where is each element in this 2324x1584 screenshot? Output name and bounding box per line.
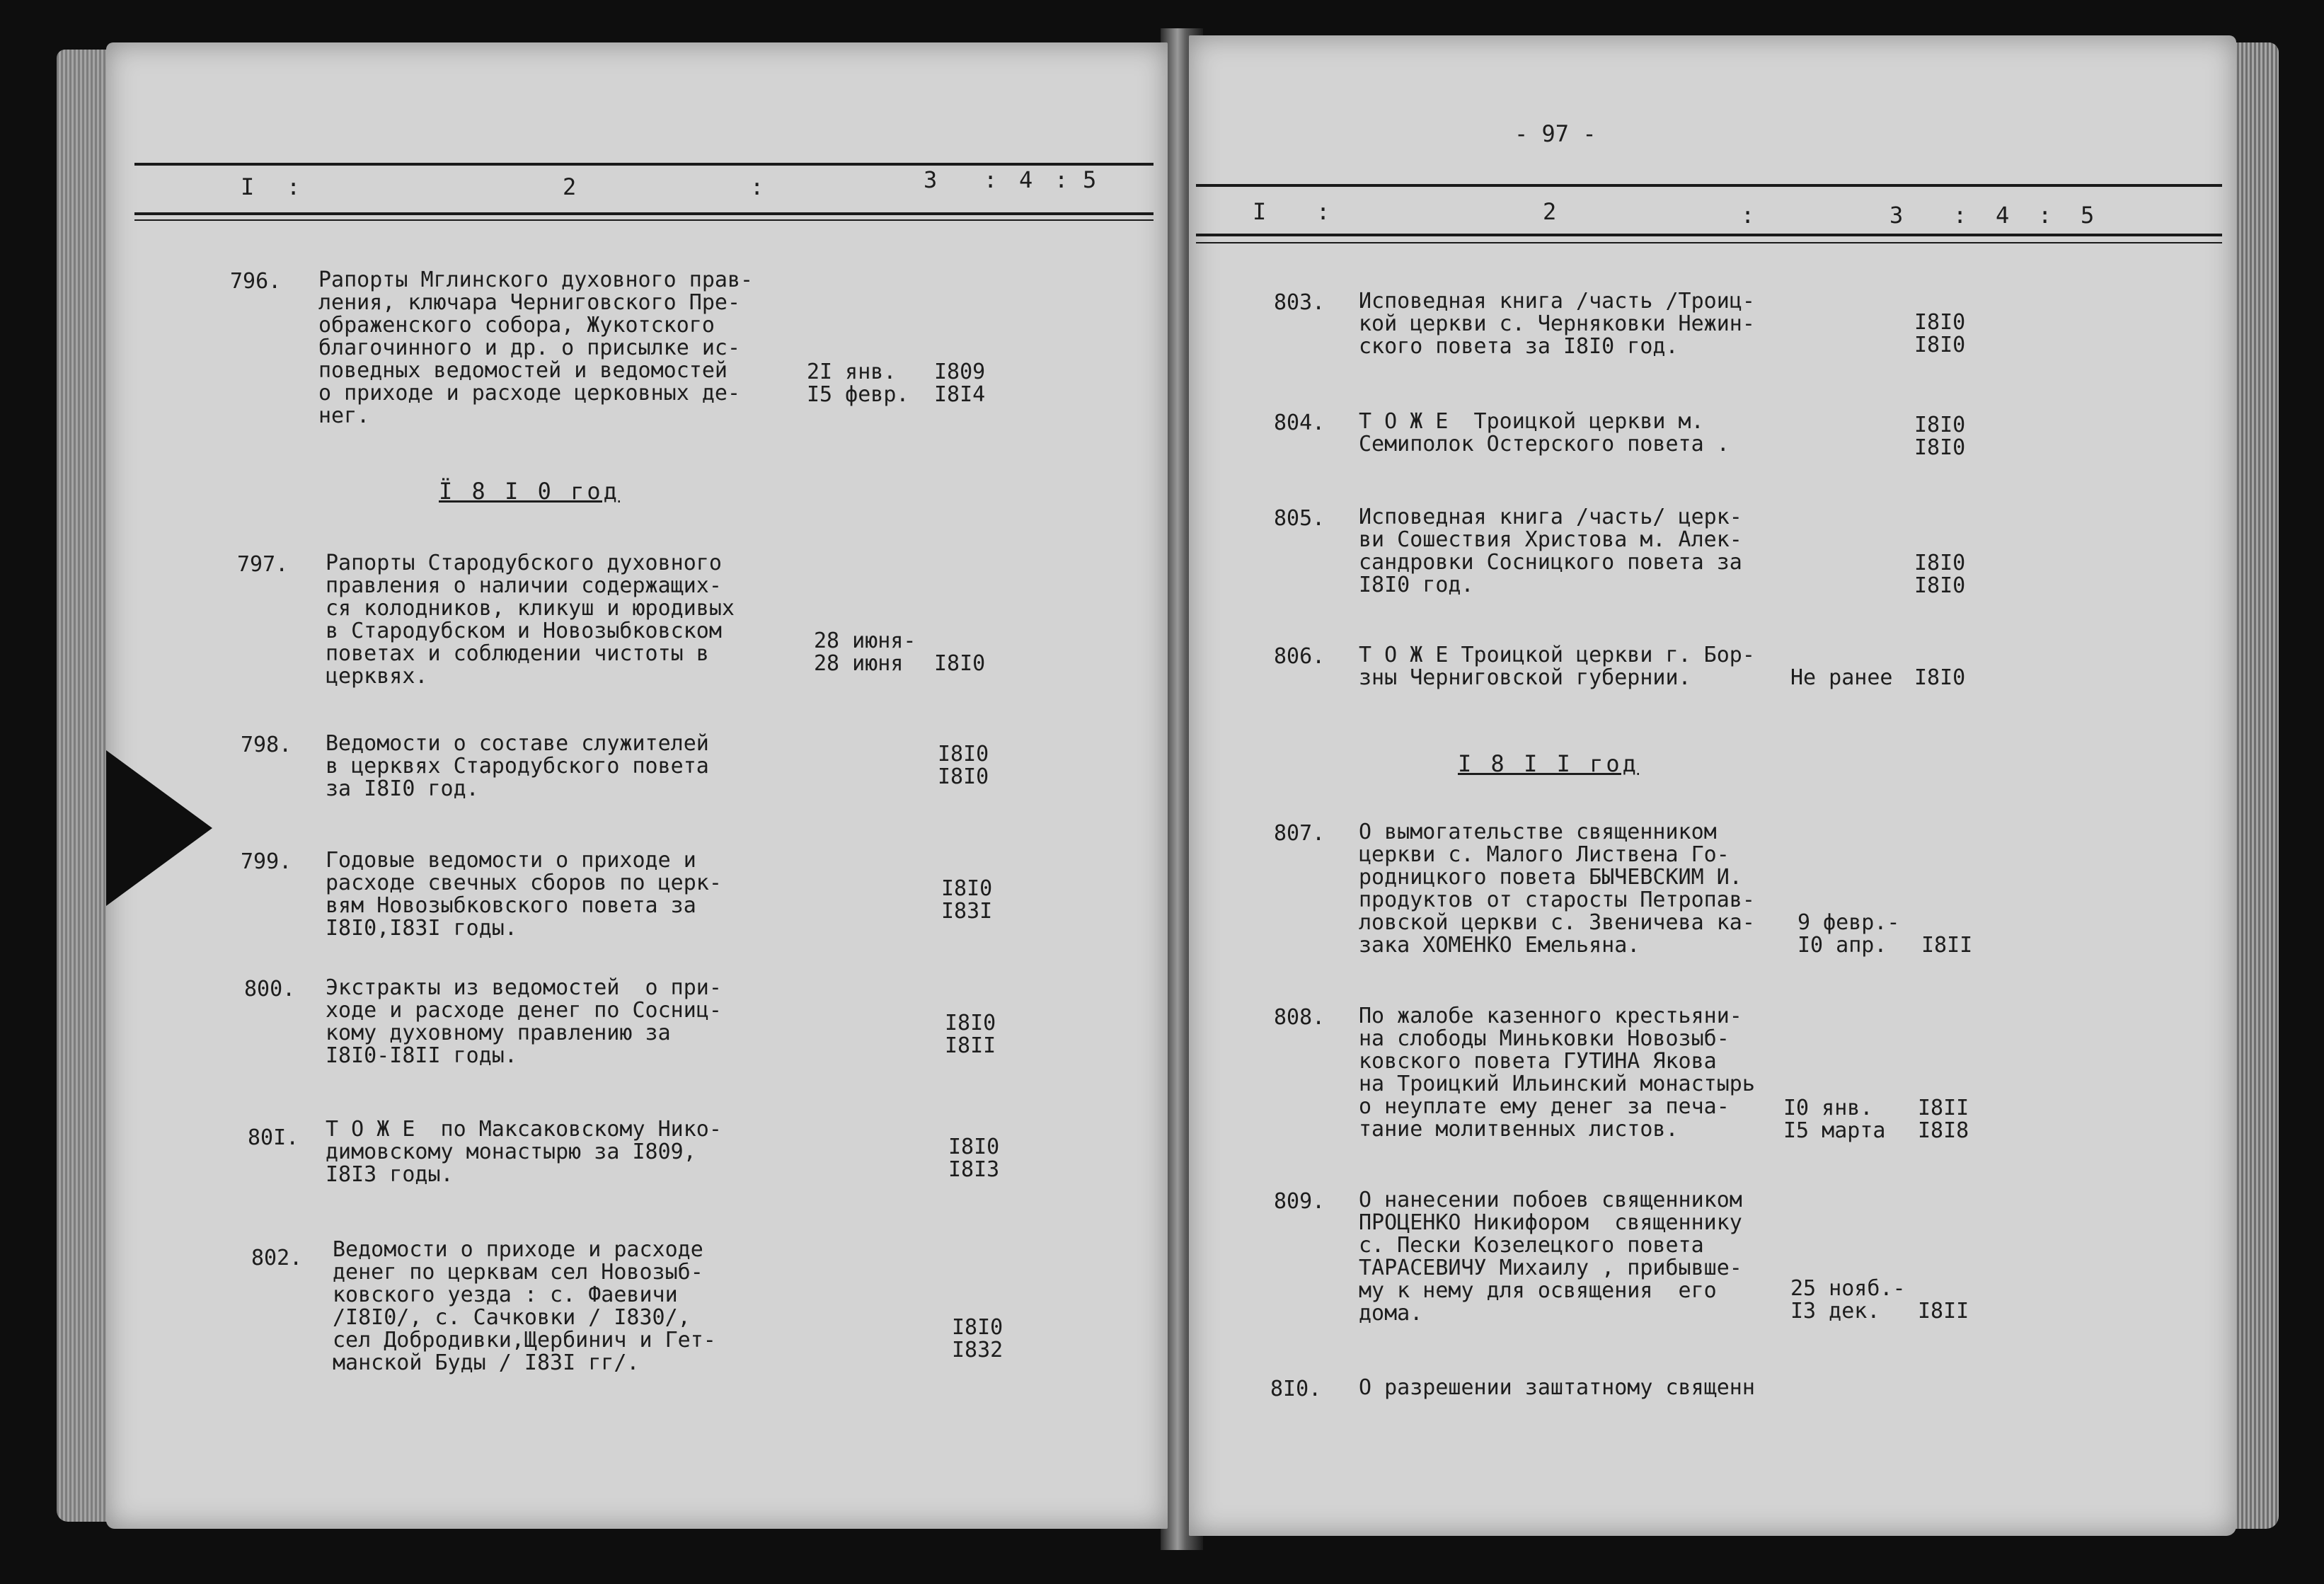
column-header-4: 4 [1996,202,2010,229]
entry-years: I8I0 I8II [945,1011,996,1058]
entry-number: 808. [1274,1005,1325,1030]
year-heading: I 8 I I год [1458,750,1639,777]
entry-text: Исповедная книга /часть/ церк- ви Сошествия Христова м. Алек- сандровки Сосницкого повета за I8I0 год. [1359,505,1742,597]
entry-text: Ведомости о составе служителей в церквях Стародубского повета за I8I0 год. [326,731,709,801]
entry-number: 802. [251,1246,303,1270]
entry-years: I8I0 I832 [952,1315,1003,1362]
entry-text: Исповедная книга /часть /Троиц- кой церкви с. Черняковки Нежин- ского повета за I8I0 год. [1359,289,1755,359]
entry-text: Годовые ведомости о приходе и расходе свечных сборов по церк- вям Новозыбковского повета за I8I0,I83I годы. [326,848,722,941]
entry-text: О разрешении заштатному священн [1359,1375,1755,1400]
entry-dates: 9 февр.- I0 апр. [1797,910,1900,958]
entry-number: 805. [1274,506,1325,531]
column-header-3: 3 [1889,202,1904,229]
page-number: - 97 - [1514,120,1597,147]
entry-number: 806. [1274,644,1325,669]
header-bottom-rule-2 [1196,242,2222,243]
column-header-3: 3 [924,166,938,193]
entry-number: 80І. [248,1125,299,1150]
column-header-sep: : [1741,202,1755,229]
column-header-1: I [1253,198,1267,225]
entry-text: Рапорты Мглинского духовного прав- ления, ключара Черниговского Пре- ображенского собора, Жукотского благочинного и др. о присылке ис- поведных ведомостей и ведомостей о приходе и расходе церковных де- нег. [318,268,754,428]
column-header-1: I [241,173,255,200]
column-header-5: 5 [1083,166,1097,193]
column-header-sep: : [2038,202,2052,229]
column-header-2: 2 [1543,198,1557,225]
entry-text: О вымогательстве священником церкви с. Малого Листвена Го- родницкого повета БЫЧЕВСКИМ И. продуктов от старосты Петропав- ловской церкви с. Звеничева ка- зака ХОМЕНКО Емельяна. [1359,820,1755,958]
header-bottom-rule [1196,234,2222,236]
header-bottom-rule [134,212,1154,215]
column-header-5: 5 [2081,202,2095,229]
year-heading: Ї 8 I 0 год [439,478,620,505]
entry-years: I8I0 I8I3 [948,1135,1000,1182]
entry-number: 797. [237,552,289,577]
entry-dates: I0 янв. I5 марта [1783,1096,1886,1143]
entry-years: I8II [1918,1299,1969,1324]
entry-dates: 28 июня- 28 июня [814,629,916,676]
column-header-sep: : [1316,198,1330,225]
left-page [106,42,1168,1529]
entry-years: I8I0 I8I0 [1914,310,1966,357]
entry-text: Рапорты Стародубского духовного правления о наличии содержащих- ся колодников, кликуш и юродивых в Стародубском и Новозыбковском поветах и соблюдении чистоты в церквях. [326,551,735,689]
entry-years: I809 I8I4 [934,360,986,407]
column-header-sep: : [984,166,998,193]
column-header-4: 4 [1019,166,1033,193]
entry-number: 798. [241,733,292,757]
entry-dates: 2I янв. I5 февр. [807,360,909,407]
entry-text: О нанесении побоев священником ПРОЦЕНКО Никифором священнику с. Пески Козелецкого повета ТАРАСЕВИЧУ Михаилу , прибывше- му к нему для освящения его дома. [1359,1188,1742,1326]
entry-years: I8II I8I8 [1918,1096,1969,1143]
entry-text: По жалобе казенного крестьяни- на слободы Миньковки Новозыб- ковского повета ГУТИНА Якова на Троицкий Ильинский монастырь о неуплате ему денег за печа- тание молитвенных листов. [1359,1004,1755,1142]
entry-dates: Не ранее [1790,665,1893,690]
entry-number: 803. [1274,290,1325,315]
header-top-rule [134,163,1154,166]
column-header-sep: : [1054,166,1069,193]
entry-number: 809. [1274,1189,1325,1214]
entry-text: Экстракты из ведомостей о при- ходе и расходе денег по Сосниц- кому духовному правлению за I8I0-I8II годы. [326,975,722,1068]
entry-years: I8I0 [1914,665,1966,690]
entry-number: 800. [244,977,296,1002]
header-bottom-rule-2 [134,219,1154,221]
entry-text: Т О Ж Е Троицкой церкви м. Семиполок Остерского повета . [1359,409,1730,457]
header-top-rule [1196,184,2222,187]
entry-years: I8I0 [934,651,986,676]
column-header-sep: : [750,173,764,200]
page-tear-notch [106,750,212,906]
entry-years: I8I0 I8I0 [938,742,989,789]
entry-number: 796. [230,269,282,294]
entry-number: 807. [1274,821,1325,846]
entry-years: I8II [1921,933,1973,958]
column-header-2: 2 [563,173,577,200]
entry-dates: 25 нояб.- I3 дек. [1790,1276,1906,1324]
entry-years: I8I0 I8I0 [1914,413,1966,460]
right-page [1189,35,2236,1536]
entry-text: Т О Ж Е по Максаковскому Нико- димовскому монастырю за I809, I8I3 годы. [326,1117,722,1187]
entry-number: 799. [241,849,292,874]
column-header-sep: : [287,173,301,200]
column-header-sep: : [1953,202,1967,229]
entry-number: 804. [1274,411,1325,435]
entry-years: I8I0 I8I0 [1914,551,1966,598]
entry-text: Т О Ж Е Троицкой церкви г. Бор- зны Черниговской губернии. [1359,643,1755,690]
entry-number: 8I0. [1270,1377,1322,1401]
entry-years: I8I0 I83I [941,876,993,924]
entry-text: Ведомости о приходе и расходе денег по церквам сел Новозыб- ковского уезда : с. Фаевичи /I8I0/, с. Сачковки / I830/, сел Добродивки,Щербинич и Гет- манской Буды / I83I гг/. [333,1237,716,1375]
